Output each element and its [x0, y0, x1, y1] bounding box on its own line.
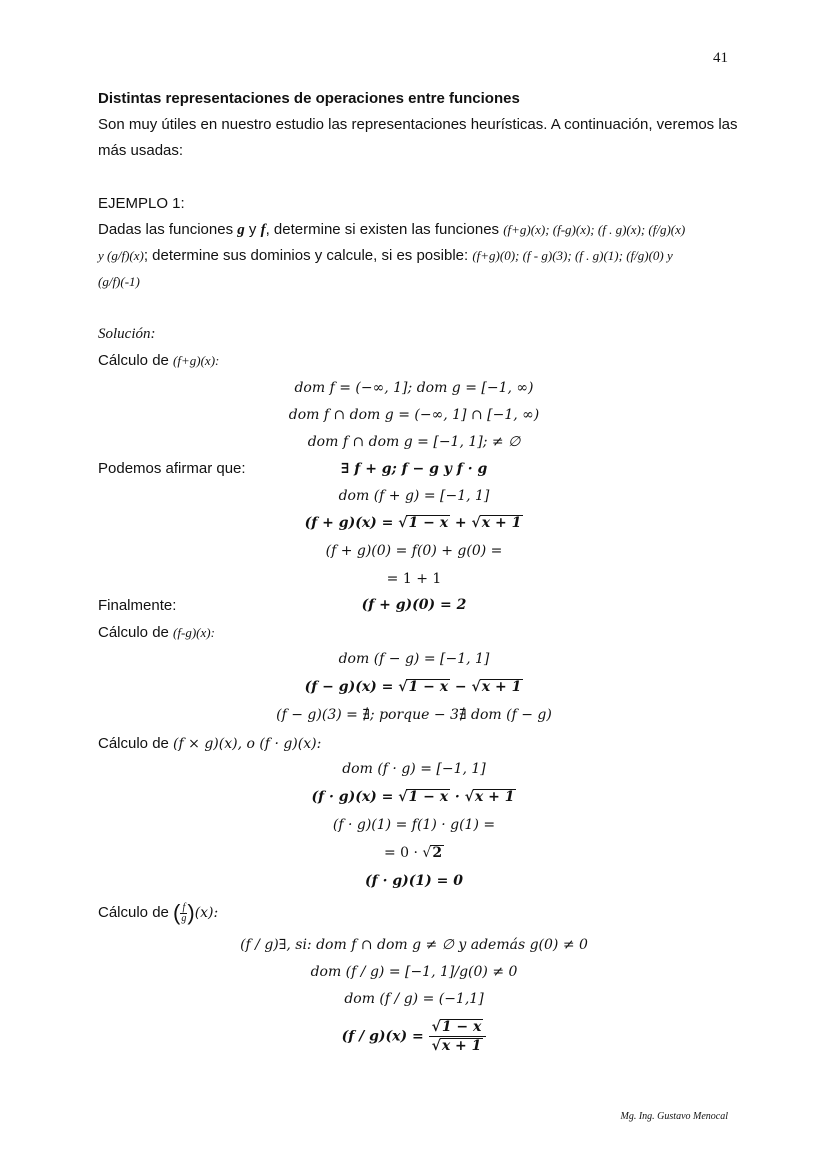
calc-expr: (f+g)(x):: [173, 353, 220, 368]
diff-domain: dom (f − g) = [−1, 1]: [338, 651, 490, 667]
prod-formula: (f · g)(x) = √1 − x · √x + 1: [311, 789, 515, 805]
sum-intersection: dom f ∩ dom g = (−∞, 1] ∩ [−1, ∞): [288, 407, 540, 423]
example-statement: [98, 217, 748, 295]
section-heading: Distintas representaciones de operaciones entre funciones: [98, 90, 520, 107]
example-functions: (f+g)(x); (f-g)(x); (f . g)(x); (f/g)(x): [503, 222, 686, 237]
quot-domain-cond: dom (f / g) = [−1, 1]∕g(0) ≠ 0: [310, 964, 518, 980]
calc-expr: (f-g)(x):: [173, 625, 215, 640]
calc-label: Cálculo de: [98, 903, 174, 921]
quot-domain: dom (f / g) = (−1,1]: [344, 991, 484, 1007]
sum-result: (f + g)(0) = 2: [361, 597, 467, 613]
intro-paragraph: Son muy útiles en nuestro estudio las representaciones heurísticas. A continuación, veremos las más usadas:: [98, 116, 738, 159]
prod-eval-step-pre: = 0 ·: [383, 845, 423, 861]
calc-expr: (x):: [194, 904, 219, 921]
open-paren: (: [173, 900, 181, 925]
example-gf: y (g/f)(x): [98, 248, 144, 263]
calc-diff-heading: [98, 624, 215, 641]
calc-quot-heading: [98, 900, 218, 926]
example-title: EJEMPLO 1:: [98, 195, 185, 212]
diff-formula-lhs: (f − g)(x) =: [304, 679, 399, 695]
sum-intersection-result: dom f ∩ dom g = [−1, 1]; ≠ ∅: [307, 434, 521, 450]
sum-formula: (f + g)(x) = √1 − x + √x + 1: [304, 515, 522, 531]
finalmente-label: Finalmente:: [98, 597, 177, 614]
sum-formula-lhs: (f + g)(x) =: [304, 515, 399, 531]
fraction-numerator: √1 − x: [429, 1019, 487, 1037]
example-f: f: [260, 222, 266, 238]
sqrt-one-minus-x: 1 − x: [408, 679, 449, 695]
close-paren: ): [187, 900, 195, 925]
sqrt-one-minus-x: 1 − x: [408, 515, 449, 531]
example-text-2: , determine si existen las funciones: [265, 221, 504, 238]
example-g: g: [237, 222, 245, 238]
page-number: 41: [713, 50, 728, 66]
minus-sign: −: [450, 679, 472, 695]
sum-domains: dom f = (−∞, 1]; dom g = [−1, ∞): [294, 380, 534, 396]
sqrt-x-plus-one: x + 1: [481, 515, 522, 531]
quot-formula-lhs: (f / g)(x) =: [341, 1028, 429, 1045]
sqrt-one-minus-x: 1 − x: [441, 1019, 482, 1035]
calc-prod-heading: [98, 735, 321, 752]
calc-label: Cálculo de: [98, 624, 174, 641]
prod-eval-step: = 0 · √2: [383, 845, 443, 861]
sum-eval: (f + g)(0) = f(0) + g(0) =: [325, 543, 503, 559]
quot-fraction: [429, 1019, 487, 1054]
sum-eval-step: = 1 + 1: [386, 571, 442, 587]
calc-label: Cálculo de: [98, 735, 174, 752]
podemos-label: Podemos afirmar que:: [98, 460, 246, 477]
sum-domain: dom (f + g) = [−1, 1]: [338, 488, 490, 504]
example-y: y: [244, 221, 261, 238]
fraction-numerator: f: [180, 903, 187, 914]
example-evaluations: (f+g)(0); (f - g)(3); (f . g)(1); (f/g)(0) y: [472, 248, 673, 263]
dot-sign: ·: [450, 789, 465, 805]
quot-condition: (f / g)∃, si: dom f ∩ dom g ≠ ∅ y además g(0) ≠ 0: [240, 937, 588, 953]
calc-label: Cálculo de: [98, 352, 174, 369]
example-text-3: ; determine sus dominios y calcule, si es posible:: [143, 247, 473, 264]
prod-formula-lhs: (f · g)(x) =: [311, 789, 399, 805]
diff-eval: (f − g)(3) = ∄; porque − 3∄ dom (f − g): [276, 707, 552, 723]
example-gf-eval: (g/f)(-1): [98, 274, 140, 289]
footer-author: Mg. Ing. Gustavo Menocal: [620, 1111, 728, 1122]
fraction-denominator: √x + 1: [431, 1038, 482, 1054]
quot-formula: [0, 1019, 828, 1054]
sqrt-one-minus-x: 1 − x: [408, 789, 449, 805]
sqrt-x-plus-one: x + 1: [441, 1038, 482, 1054]
sqrt-x-plus-one: x + 1: [474, 789, 515, 805]
solution-label: Solución:: [98, 326, 156, 342]
sqrt-two: 2: [432, 845, 443, 861]
prod-eval: (f · g)(1) = f(1) · g(1) =: [332, 817, 496, 833]
sqrt-x-plus-one: x + 1: [481, 679, 522, 695]
plus-sign: +: [450, 515, 472, 531]
sum-existence: ∃ f + g; f − g y f · g: [340, 461, 488, 477]
example-text: Dadas las funciones: [98, 221, 238, 238]
calc-sum-heading: [98, 352, 219, 369]
prod-result: (f · g)(1) = 0: [365, 873, 463, 889]
prod-domain: dom (f · g) = [−1, 1]: [342, 761, 486, 777]
calc-expr: (f × g)(x), o (f · g)(x):: [173, 736, 322, 752]
diff-formula: (f − g)(x) = √1 − x − √x + 1: [304, 679, 522, 695]
fraction-denominator: g: [181, 912, 187, 924]
